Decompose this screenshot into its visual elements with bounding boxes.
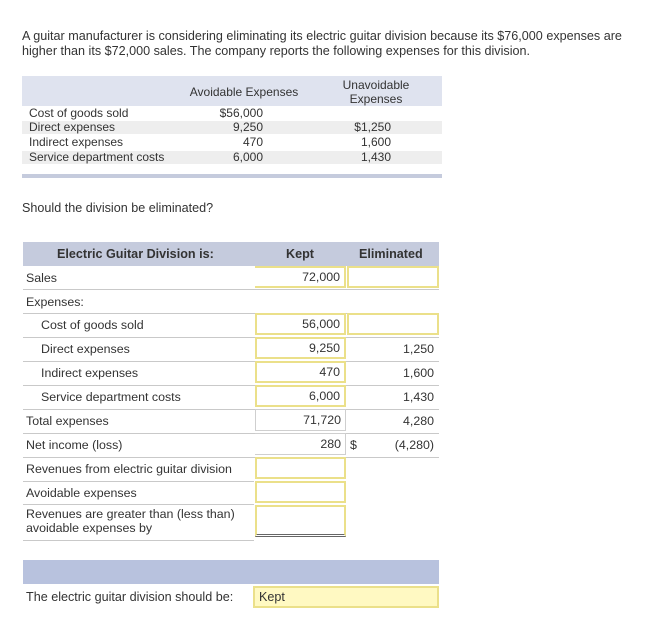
column-header-kept: Kept <box>286 247 314 261</box>
question-text: Should the division be eliminated? <box>22 201 214 215</box>
direct-eliminated-value: 1,250 <box>402 342 434 356</box>
cogs-eliminated-input[interactable] <box>347 313 439 335</box>
service-costs-label: Service department costs <box>41 390 181 404</box>
sales-label: Sales <box>26 271 57 285</box>
row-divider <box>23 385 439 386</box>
row-divider <box>23 289 439 290</box>
indirect-eliminated-value: 1,600 <box>402 366 434 380</box>
info-row-label: Cost of goods sold <box>29 106 129 120</box>
indirect-kept-input[interactable]: 470 <box>255 361 346 383</box>
revenues-vs-avoidable-line2: avoidable expenses by <box>26 521 153 535</box>
revenues-input[interactable] <box>255 457 346 479</box>
direct-kept-input[interactable]: 9,250 <box>255 337 346 359</box>
info-row-unavoidable: 1,600 <box>360 135 391 149</box>
info-row-label: Service department costs <box>29 150 165 164</box>
service-eliminated-value: 1,430 <box>402 390 434 404</box>
info-row-unavoidable: 1,430 <box>360 150 391 164</box>
avoidable-expenses-label: Avoidable expenses <box>26 486 137 500</box>
net-income-label: Net income (loss) <box>26 438 123 452</box>
revenues-vs-avoidable-label <box>26 507 235 535</box>
row-divider <box>23 433 439 434</box>
info-row-avoidable: 6,000 <box>232 150 263 164</box>
cogs-label: Cost of goods sold <box>41 318 144 332</box>
sales-kept-input[interactable]: 72,000 <box>255 266 346 288</box>
info-row-label: Direct expenses <box>29 120 116 134</box>
row-divider <box>23 481 254 482</box>
unavoidable-expenses-header: Unavoidable Expenses <box>342 78 410 106</box>
sales-eliminated-input[interactable] <box>347 266 439 288</box>
info-row-avoidable: 470 <box>242 135 263 149</box>
revenues-label: Revenues from electric guitar division <box>26 462 232 476</box>
info-row-avoidable: $56,000 <box>219 106 263 120</box>
revenues-vs-avoidable-input[interactable] <box>255 505 346 537</box>
dollar-sign: $ <box>350 438 357 452</box>
grid-header-label: Electric Guitar Division is: <box>57 247 214 261</box>
row-divider <box>23 361 439 362</box>
row-divider <box>23 337 439 338</box>
direct-expenses-label: Direct expenses <box>41 342 130 356</box>
total-expenses-label: Total expenses <box>26 414 109 428</box>
revenues-vs-avoidable-line1: Revenues are greater than (less than) <box>26 507 235 521</box>
row-divider <box>23 540 254 541</box>
total-eliminated-value: 4,280 <box>402 414 434 428</box>
net-eliminated-value: (4,280) <box>394 438 434 452</box>
info-row-unavoidable: $1,250 <box>354 120 391 134</box>
avoidable-expenses-input[interactable] <box>255 481 346 503</box>
problem-statement: A guitar manufacturer is considering eliminating its electric guitar division because its $76,000 expenses are higher than its $72,000 sales. The company reports the following expenses for this division. <box>22 29 622 58</box>
grid-footer-band <box>23 560 439 584</box>
row-divider <box>23 409 439 410</box>
column-header-eliminated: Eliminated <box>359 247 423 261</box>
row-divider <box>23 504 254 505</box>
row-divider <box>23 457 439 458</box>
conclusion-label: The electric guitar division should be: <box>26 590 234 604</box>
service-kept-input[interactable]: 6,000 <box>255 385 346 407</box>
info-row-label: Indirect expenses <box>29 135 124 149</box>
conclusion-select[interactable]: Kept <box>253 586 439 608</box>
total-kept-value: 71,720 <box>255 409 346 431</box>
info-row-avoidable: 9,250 <box>232 120 263 134</box>
cogs-kept-input[interactable]: 56,000 <box>255 313 346 335</box>
avoidable-expenses-header: Avoidable Expenses <box>189 85 299 99</box>
indirect-expenses-label: Indirect expenses <box>41 366 139 380</box>
net-kept-value: 280 <box>255 433 346 455</box>
expenses-label: Expenses: <box>26 295 84 309</box>
